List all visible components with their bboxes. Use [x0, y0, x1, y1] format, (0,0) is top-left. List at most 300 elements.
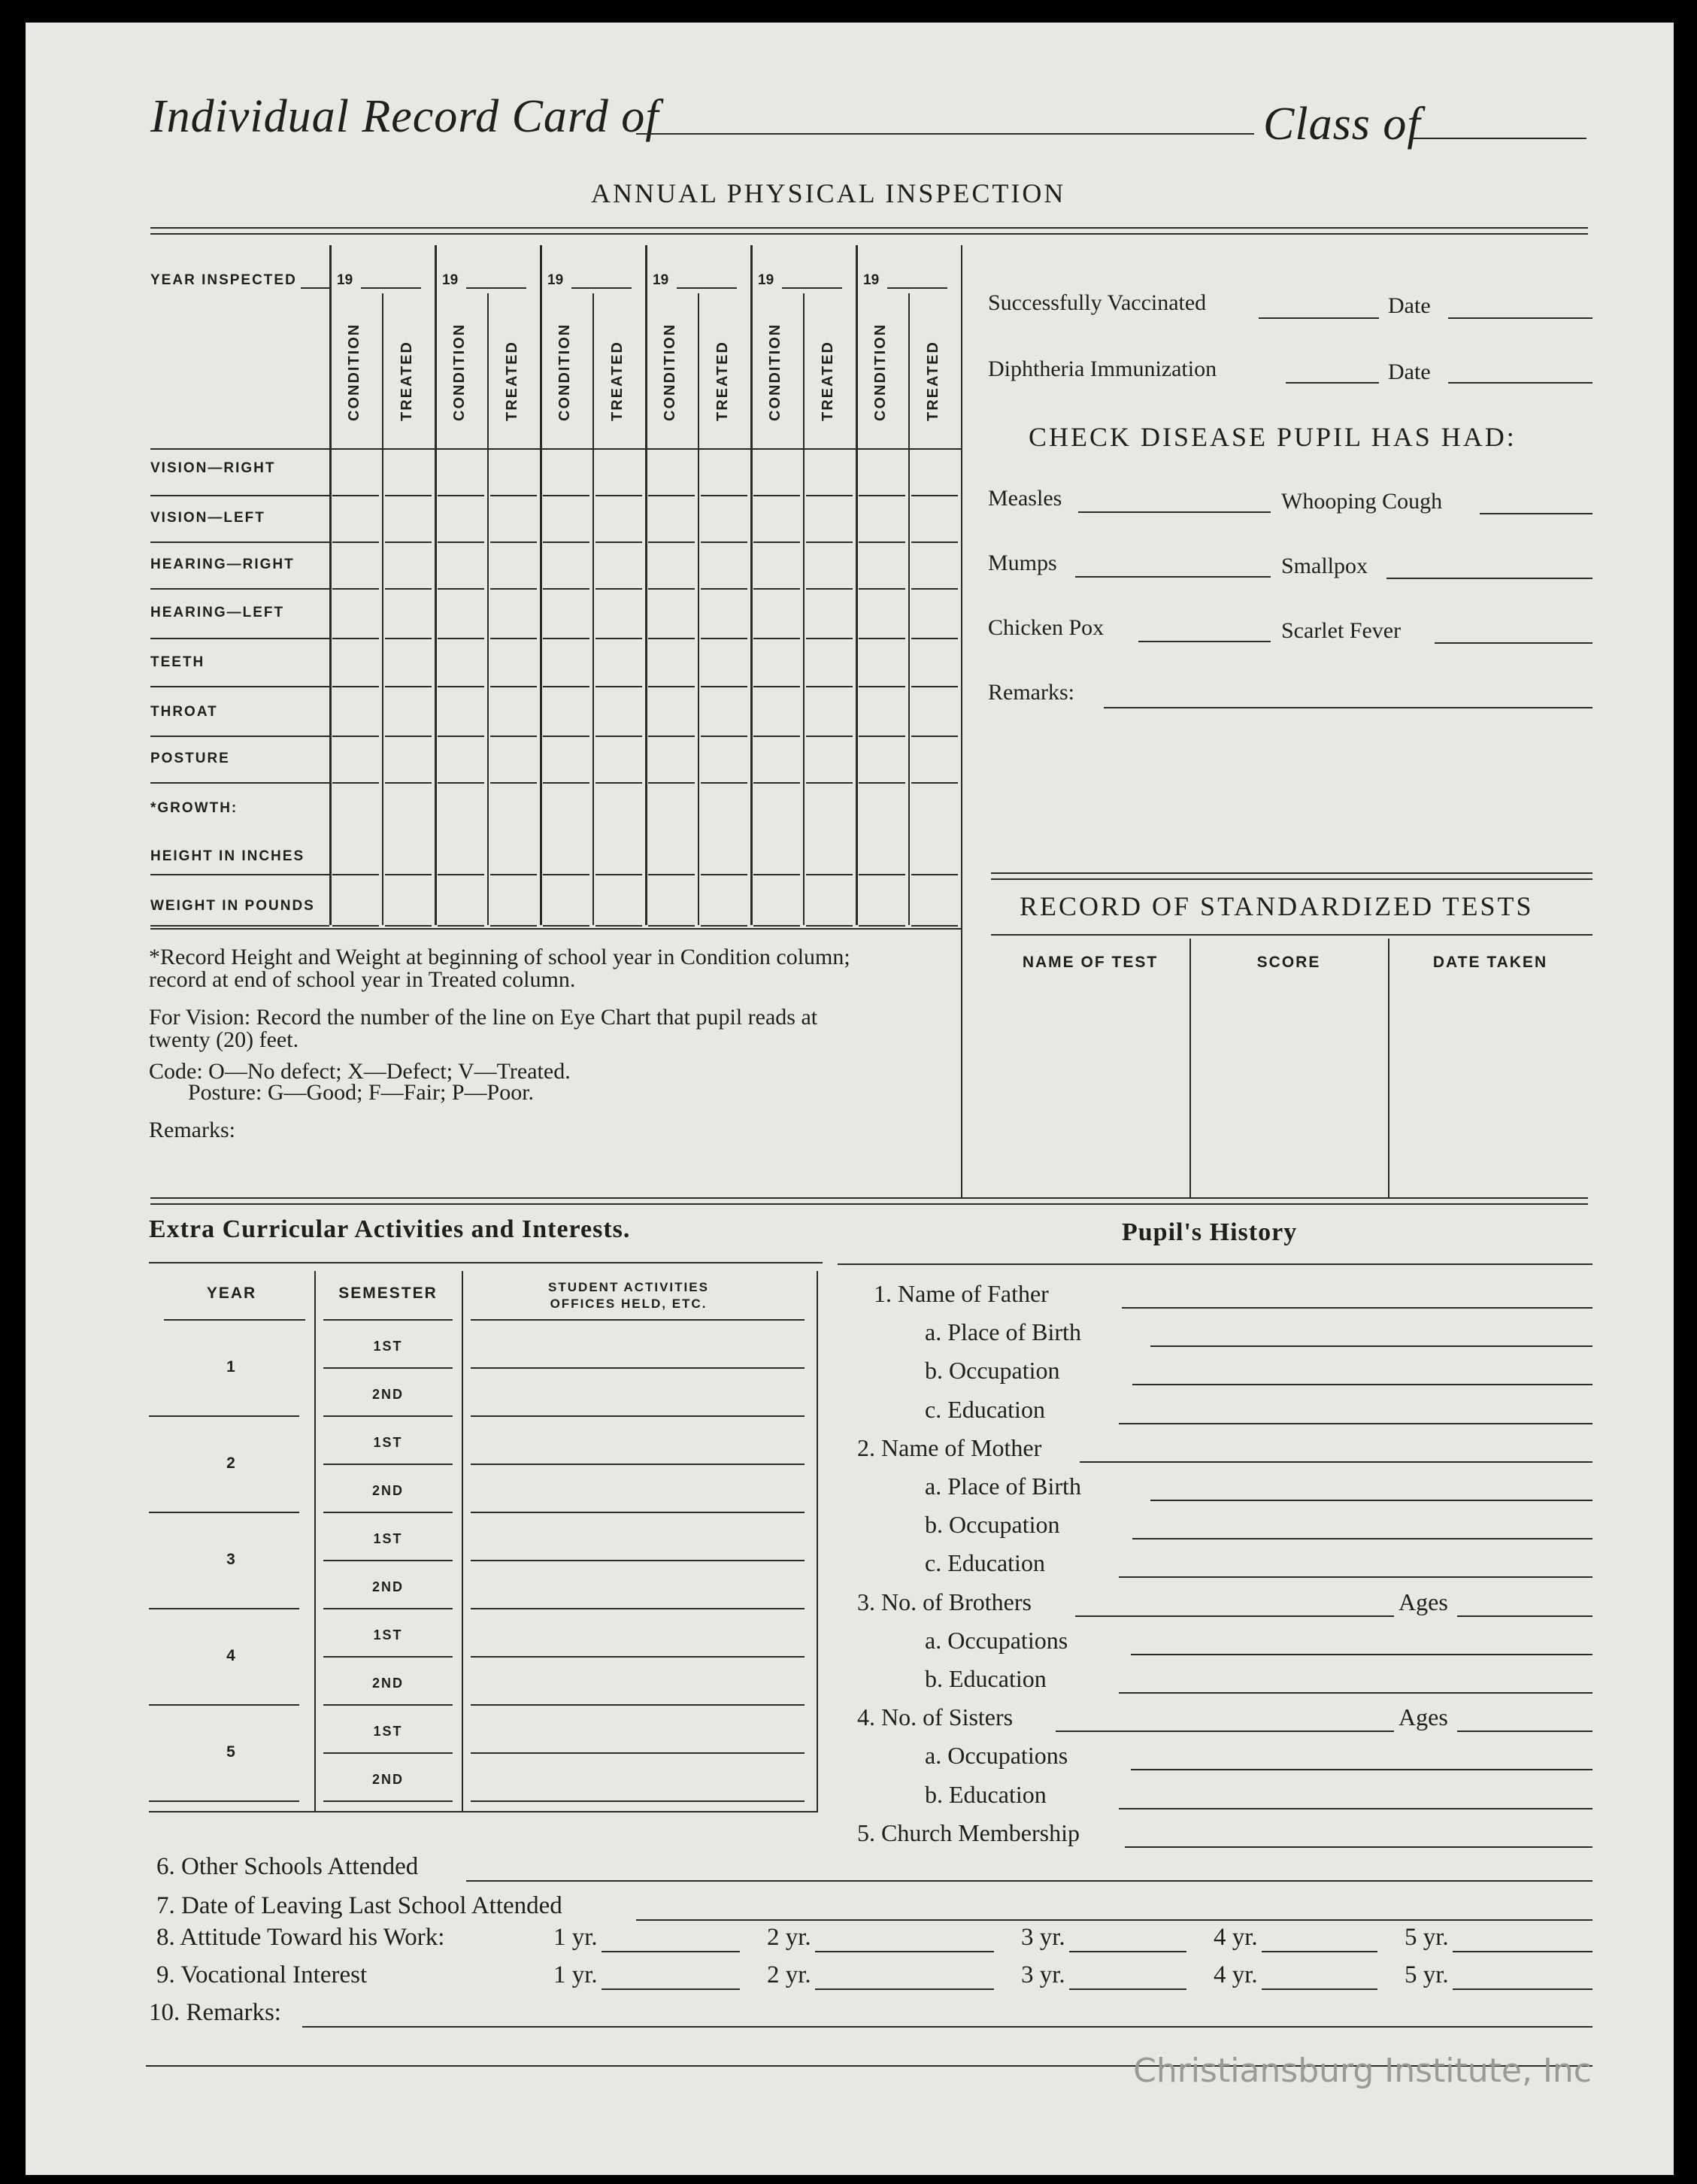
cell-6-10[interactable]	[859, 782, 905, 784]
cell-0-9[interactable]	[806, 495, 853, 496]
cell-1-7[interactable]	[701, 541, 747, 543]
year-prefix: 19	[337, 272, 353, 288]
row-label-hearing-left: HEARING—LEFT	[150, 605, 285, 620]
cell-6-7[interactable]	[701, 782, 747, 784]
history-item-5: 2. Name of Mother	[857, 1433, 1042, 1461]
cell-1-0[interactable]	[332, 541, 379, 543]
attitude-label: 8. Attitude Toward his Work:	[156, 1924, 445, 1951]
activities-bottom-rule	[149, 1811, 817, 1812]
row-label-height-in-inches: HEIGHT IN INCHES	[150, 848, 305, 864]
cell-1-6[interactable]	[648, 541, 695, 543]
card-title: Individual Record Card of	[150, 91, 659, 142]
history-blank-4[interactable]	[1119, 1423, 1592, 1424]
cell-2-4[interactable]	[543, 588, 589, 590]
section-title-annual: ANNUAL PHYSICAL INSPECTION	[591, 178, 1066, 208]
year-blank[interactable]	[361, 287, 421, 289]
cell-6-8[interactable]	[753, 782, 800, 784]
cell-2-6[interactable]	[648, 588, 695, 590]
year-blank-1[interactable]	[602, 1951, 740, 1952]
cell-9-7[interactable]	[701, 925, 747, 927]
cell-4-7[interactable]	[701, 686, 747, 687]
row-rule	[150, 925, 329, 927]
activities-semester-1-2: 2ND	[371, 1387, 404, 1402]
cell-1-5[interactable]	[595, 541, 642, 543]
activities-semester-5-2: 2ND	[371, 1772, 404, 1787]
cell-0-4[interactable]	[543, 495, 589, 496]
year-group-divider	[329, 245, 332, 925]
cell-6-2[interactable]	[438, 782, 484, 784]
row-rule	[150, 495, 329, 496]
header-bottom-rule	[150, 448, 961, 450]
diphtheria-label: Diphtheria Immunization	[988, 356, 1217, 381]
year-inspected-dots	[301, 287, 329, 289]
activities-col-year: YEAR	[206, 1285, 257, 1302]
cell-9-2[interactable]	[438, 925, 484, 927]
activities-year-rule	[149, 1512, 299, 1513]
date-leaving-label: 7. Date of Leaving Last School Attended	[156, 1892, 562, 1919]
cell-6-11[interactable]	[911, 782, 958, 784]
cell-0-8[interactable]	[753, 495, 800, 496]
year-blank-4[interactable]	[1262, 1988, 1377, 1990]
activities-semester-4-1: 1ST	[373, 1627, 403, 1643]
history-item-4: c. Education	[925, 1395, 1045, 1423]
cell-9-6[interactable]	[648, 925, 695, 927]
watermark: Christiansburg Institute, Inc	[1133, 2052, 1592, 2090]
activities-semester-2-2: 2ND	[371, 1483, 404, 1498]
history-blank-9[interactable]	[1075, 1615, 1394, 1617]
history-blank-14[interactable]	[1119, 1808, 1592, 1809]
cell-4-11[interactable]	[911, 686, 958, 687]
row-label-vision-right: VISION—RIGHT	[150, 460, 276, 476]
row-rule	[150, 782, 329, 784]
cell-6-3[interactable]	[490, 782, 537, 784]
treated-header: TREATED	[609, 341, 626, 421]
cell-4-4[interactable]	[543, 686, 589, 687]
history-blank-7[interactable]	[1132, 1538, 1592, 1539]
activities-semester-4-2: 2ND	[371, 1676, 404, 1691]
other-schools-label: 6. Other Schools Attended	[156, 1853, 419, 1880]
year-inspected-label: YEAR INSPECTED	[150, 272, 297, 288]
activities-semester-rule	[323, 1367, 453, 1369]
year-label-3: 3 yr.	[1021, 1924, 1065, 1951]
history-item-1: 1. Name of Father	[874, 1280, 1049, 1307]
cell-6-0[interactable]	[332, 782, 379, 784]
activities-year-1: 1	[226, 1358, 237, 1376]
tests-col-divider-2	[1388, 939, 1389, 1197]
cell-1-8[interactable]	[753, 541, 800, 543]
cell-6-5[interactable]	[595, 782, 642, 784]
disease-measles: Measles	[988, 486, 1062, 511]
cell-0-7[interactable]	[701, 495, 747, 496]
cell-3-0[interactable]	[332, 638, 379, 639]
condition-header: CONDITION	[556, 323, 573, 421]
year-group-divider	[435, 245, 437, 925]
scarlet-blank[interactable]	[1435, 642, 1592, 644]
cell-4-2[interactable]	[438, 686, 484, 687]
treated-header: TREATED	[504, 341, 520, 421]
activities-entry-3-1[interactable]	[471, 1560, 805, 1561]
activities-col-divider-2	[462, 1271, 463, 1812]
activities-semester-1-1: 1ST	[373, 1339, 403, 1354]
activities-entry-2-2[interactable]	[471, 1512, 805, 1513]
cell-9-5[interactable]	[595, 925, 642, 927]
history-blank-3[interactable]	[1132, 1384, 1592, 1385]
year-blank[interactable]	[677, 287, 737, 289]
year-prefix: 19	[758, 272, 774, 288]
condition-header: CONDITION	[451, 323, 468, 421]
cell-2-2[interactable]	[438, 588, 484, 590]
tests-title: RECORD OF STANDARDIZED TESTS	[1020, 891, 1534, 921]
cell-5-4[interactable]	[543, 736, 589, 737]
condition-header: CONDITION	[767, 323, 783, 421]
cell-1-2[interactable]	[438, 541, 484, 543]
history-blank-11[interactable]	[1119, 1692, 1592, 1694]
divider-mid	[150, 1197, 1588, 1199]
row-rule	[150, 638, 329, 639]
year-label-1: 1 yr.	[553, 1961, 598, 1988]
activities-entry-1-2[interactable]	[471, 1415, 805, 1417]
year-group-divider	[540, 245, 542, 925]
cell-8-0[interactable]	[332, 874, 379, 875]
cell-0-2[interactable]	[438, 495, 484, 496]
cell-8-6[interactable]	[648, 874, 695, 875]
row-label--growth-: *GROWTH:	[150, 800, 238, 816]
cell-9-9[interactable]	[806, 925, 853, 927]
cell-5-0[interactable]	[332, 736, 379, 737]
cell-4-1[interactable]	[385, 686, 432, 687]
year-blank-1[interactable]	[602, 1988, 740, 1990]
cell-1-9[interactable]	[806, 541, 853, 543]
history-item-6: a. Place of Birth	[925, 1473, 1081, 1500]
vision-note: For Vision: Record the number of the line on Eye Chart that pupil reads at	[149, 1005, 818, 1030]
row-rule	[150, 874, 329, 875]
activities-year-2: 2	[226, 1454, 237, 1472]
tests-rule-3	[991, 934, 1592, 936]
activities-semester-rule	[323, 1512, 453, 1513]
activities-col-offices: OFFICES HELD, ETC.	[550, 1297, 708, 1311]
disease-scarlet-fever: Scarlet Fever	[1281, 618, 1402, 643]
history-item-9: 3. No. of Brothers	[857, 1588, 1032, 1615]
year-blank[interactable]	[887, 287, 947, 289]
cell-1-4[interactable]	[543, 541, 589, 543]
year-prefix: 19	[442, 272, 459, 288]
cell-1-11[interactable]	[911, 541, 958, 543]
cell-0-11[interactable]	[911, 495, 958, 496]
cell-2-11[interactable]	[911, 588, 958, 590]
tests-col-divider-1	[1189, 939, 1191, 1197]
inspection-remarks: Remarks:	[149, 1118, 235, 1142]
history-blank-13[interactable]	[1131, 1769, 1592, 1770]
cell-3-1[interactable]	[385, 638, 432, 639]
year-label-1: 1 yr.	[553, 1924, 598, 1951]
cell-4-0[interactable]	[332, 686, 379, 687]
cell-2-7[interactable]	[701, 588, 747, 590]
activities-entry-1-1[interactable]	[471, 1367, 805, 1369]
cell-3-7[interactable]	[701, 638, 747, 639]
activities-semester-rule	[323, 1464, 453, 1465]
cell-6-6[interactable]	[648, 782, 695, 784]
cell-1-10[interactable]	[859, 541, 905, 543]
cell-2-9[interactable]	[806, 588, 853, 590]
cell-9-3[interactable]	[490, 925, 537, 927]
year-blank-4[interactable]	[1262, 1951, 1377, 1952]
cell-3-9[interactable]	[806, 638, 853, 639]
date-leaving-blank[interactable]	[636, 1919, 1592, 1921]
condition-treated-divider	[592, 293, 594, 925]
cell-3-8[interactable]	[753, 638, 800, 639]
cell-1-3[interactable]	[490, 541, 537, 543]
history-item-11: b. Education	[925, 1665, 1047, 1692]
cell-4-5[interactable]	[595, 686, 642, 687]
row-label-throat: THROAT	[150, 704, 218, 720]
cell-3-5[interactable]	[595, 638, 642, 639]
cell-5-1[interactable]	[385, 736, 432, 737]
year-blank-2[interactable]	[815, 1951, 994, 1952]
treated-header: TREATED	[714, 341, 731, 421]
treated-header: TREATED	[820, 341, 836, 421]
cell-5-11[interactable]	[911, 736, 958, 737]
whooping-blank[interactable]	[1480, 513, 1592, 514]
tests-rule-1	[991, 872, 1592, 874]
cell-8-2[interactable]	[438, 874, 484, 875]
row-label-teeth: TEETH	[150, 654, 205, 670]
history-blank-2[interactable]	[1150, 1345, 1592, 1347]
activities-semester-rule	[323, 1704, 453, 1706]
cell-0-1[interactable]	[385, 495, 432, 496]
year-blank-5[interactable]	[1453, 1951, 1592, 1952]
cell-6-1[interactable]	[385, 782, 432, 784]
year-blank-5[interactable]	[1453, 1988, 1592, 1990]
year-label-3: 3 yr.	[1021, 1961, 1065, 1988]
activities-semester-rule	[323, 1656, 453, 1658]
cell-3-11[interactable]	[911, 638, 958, 639]
condition-treated-divider	[803, 293, 805, 925]
activities-head-rule	[471, 1319, 805, 1321]
history-item-3: b. Occupation	[925, 1357, 1060, 1385]
cell-4-6[interactable]	[648, 686, 695, 687]
diphtheria-blank[interactable]	[1286, 382, 1379, 384]
cell-9-4[interactable]	[543, 925, 589, 927]
activities-entry-5-1[interactable]	[471, 1752, 805, 1754]
cell-3-4[interactable]	[543, 638, 589, 639]
history-item-13: a. Occupations	[925, 1742, 1068, 1770]
cell-5-5[interactable]	[595, 736, 642, 737]
cell-8-10[interactable]	[859, 874, 905, 875]
row-rule	[150, 736, 329, 737]
activities-rule	[149, 1262, 823, 1263]
name-blank[interactable]	[636, 133, 1254, 135]
cell-8-1[interactable]	[385, 874, 432, 875]
row-rule	[150, 588, 329, 590]
tests-col-score: SCORE	[1256, 954, 1321, 971]
growth-note-2: record at end of school year in Treated column.	[149, 967, 576, 992]
cell-1-1[interactable]	[385, 541, 432, 543]
cell-8-4[interactable]	[543, 874, 589, 875]
cell-8-11[interactable]	[911, 874, 958, 875]
cell-4-3[interactable]	[490, 686, 537, 687]
row-rule	[150, 541, 329, 543]
cell-5-6[interactable]	[648, 736, 695, 737]
cell-2-10[interactable]	[859, 588, 905, 590]
disease-chicken-pox: Chicken Pox	[988, 615, 1105, 640]
cell-5-7[interactable]	[701, 736, 747, 737]
vaccinated-label: Successfully Vaccinated	[988, 290, 1207, 315]
cell-5-8[interactable]	[753, 736, 800, 737]
year-label-4: 4 yr.	[1214, 1924, 1258, 1951]
year-prefix: 19	[863, 272, 880, 288]
history-item-12: 4. No. of Sisters	[857, 1703, 1014, 1731]
cell-5-9[interactable]	[806, 736, 853, 737]
cell-4-9[interactable]	[806, 686, 853, 687]
cell-5-3[interactable]	[490, 736, 537, 737]
cell-9-8[interactable]	[753, 925, 800, 927]
activities-entry-3-2[interactable]	[471, 1608, 805, 1609]
year-label-2: 2 yr.	[767, 1961, 811, 1988]
row-label-posture: POSTURE	[150, 751, 230, 766]
cell-0-0[interactable]	[332, 495, 379, 496]
vocational-label: 9. Vocational Interest	[156, 1961, 368, 1988]
chickenpox-blank[interactable]	[1138, 641, 1271, 642]
year-blank[interactable]	[466, 287, 526, 289]
history-ages-blank[interactable]	[1457, 1615, 1592, 1617]
health-remarks-blank[interactable]	[1104, 707, 1592, 708]
diphtheria-date-blank[interactable]	[1448, 382, 1592, 384]
year-group-divider	[645, 245, 647, 925]
activities-semester-rule	[323, 1752, 453, 1754]
history-item-14: b. Education	[925, 1780, 1047, 1808]
row-label-vision-left: VISION—LEFT	[150, 510, 265, 526]
cell-0-5[interactable]	[595, 495, 642, 496]
activities-entry-4-1[interactable]	[471, 1656, 805, 1658]
history-item-15: 5. Church Membership	[857, 1818, 1080, 1846]
growth-note: *Record Height and Weight at beginning of school year in Condition column;	[149, 945, 850, 969]
cell-4-10[interactable]	[859, 686, 905, 687]
disease-smallpox: Smallpox	[1281, 554, 1368, 578]
year-blank-3[interactable]	[1069, 1951, 1186, 1952]
vaccinated-date-blank[interactable]	[1448, 317, 1592, 319]
class-blank[interactable]	[1411, 138, 1586, 139]
measles-blank[interactable]	[1078, 511, 1271, 513]
history-blank-6[interactable]	[1150, 1500, 1592, 1501]
table-bottom-rule	[150, 928, 961, 930]
history-ages-label: Ages	[1399, 1588, 1448, 1615]
history-blank-10[interactable]	[1131, 1654, 1592, 1655]
cell-9-11[interactable]	[911, 925, 958, 927]
cell-8-3[interactable]	[490, 874, 537, 875]
activities-semester-3-1: 1ST	[373, 1531, 403, 1546]
activities-entry-5-2[interactable]	[471, 1800, 805, 1802]
activities-year-3: 3	[226, 1551, 237, 1568]
cell-8-8[interactable]	[753, 874, 800, 875]
cell-3-3[interactable]	[490, 638, 537, 639]
cell-2-0[interactable]	[332, 588, 379, 590]
cell-5-2[interactable]	[438, 736, 484, 737]
activities-semester-2-1: 1ST	[373, 1435, 403, 1450]
history-ages-blank[interactable]	[1457, 1731, 1592, 1732]
disease-whooping-cough: Whooping Cough	[1281, 489, 1443, 514]
cell-9-0[interactable]	[332, 925, 379, 927]
history-item-10: a. Occupations	[925, 1626, 1068, 1654]
vaccinated-blank[interactable]	[1259, 317, 1379, 319]
cell-2-3[interactable]	[490, 588, 537, 590]
cell-2-5[interactable]	[595, 588, 642, 590]
cell-0-3[interactable]	[490, 495, 537, 496]
posture-line: Posture: G—Good; F—Fair; P—Poor.	[188, 1080, 535, 1105]
cell-4-8[interactable]	[753, 686, 800, 687]
bottom-remarks-label: 10. Remarks:	[149, 1999, 281, 2026]
diphtheria-date-label: Date	[1388, 359, 1431, 384]
check-disease-title: CHECK DISEASE PUPIL HAS HAD:	[1029, 422, 1517, 452]
activities-entry-2-1[interactable]	[471, 1464, 805, 1465]
center-divider	[961, 245, 962, 1197]
mumps-blank[interactable]	[1075, 576, 1271, 578]
history-blank-15[interactable]	[1125, 1846, 1592, 1848]
cell-6-4[interactable]	[543, 782, 589, 784]
history-blank-5[interactable]	[1080, 1461, 1592, 1463]
cell-8-9[interactable]	[806, 874, 853, 875]
cell-3-10[interactable]	[859, 638, 905, 639]
year-label-5: 5 yr.	[1405, 1961, 1449, 1988]
year-prefix: 19	[547, 272, 564, 288]
row-label-hearing-right: HEARING—RIGHT	[150, 557, 295, 572]
history-title: Pupil's History	[1122, 1218, 1298, 1246]
history-blank-12[interactable]	[1056, 1731, 1394, 1732]
tests-col-date: DATE TAKEN	[1432, 954, 1548, 971]
activities-head-rule	[323, 1319, 453, 1321]
vision-note-2: twenty (20) feet.	[149, 1027, 299, 1052]
class-label: Class of	[1263, 99, 1421, 150]
activities-right-border	[817, 1271, 818, 1812]
history-item-7: b. Occupation	[925, 1511, 1060, 1539]
year-label-4: 4 yr.	[1214, 1961, 1258, 1988]
history-blank-8[interactable]	[1119, 1576, 1592, 1578]
cell-3-6[interactable]	[648, 638, 695, 639]
cell-8-7[interactable]	[701, 874, 747, 875]
cell-3-2[interactable]	[438, 638, 484, 639]
activities-year-5: 5	[226, 1743, 237, 1761]
cell-2-1[interactable]	[385, 588, 432, 590]
history-blank-1[interactable]	[1122, 1307, 1592, 1309]
cell-9-10[interactable]	[859, 925, 905, 927]
activities-entry-4-2[interactable]	[471, 1704, 805, 1706]
cell-0-6[interactable]	[648, 495, 695, 496]
activities-semester-rule	[323, 1560, 453, 1561]
history-item-2: a. Place of Birth	[925, 1318, 1081, 1346]
year-blank-2[interactable]	[815, 1988, 994, 1990]
activities-semester-rule	[323, 1608, 453, 1609]
cell-5-10[interactable]	[859, 736, 905, 737]
smallpox-blank[interactable]	[1386, 578, 1592, 579]
cell-2-8[interactable]	[753, 588, 800, 590]
year-group-divider	[856, 245, 858, 925]
activities-head-rule	[164, 1319, 305, 1321]
other-schools-blank[interactable]	[466, 1880, 1592, 1882]
cell-0-10[interactable]	[859, 495, 905, 496]
year-blank-3[interactable]	[1069, 1988, 1186, 1990]
bottom-remarks-blank[interactable]	[302, 2026, 1592, 2028]
cell-6-9[interactable]	[806, 782, 853, 784]
year-blank[interactable]	[782, 287, 842, 289]
activities-semester-rule	[323, 1800, 453, 1802]
row-label-weight-in-pounds: WEIGHT IN POUNDS	[150, 898, 315, 914]
history-ages-label: Ages	[1399, 1703, 1448, 1731]
tests-col-name: NAME OF TEST	[1022, 954, 1159, 971]
cell-9-1[interactable]	[385, 925, 432, 927]
health-remarks: Remarks:	[988, 680, 1074, 705]
treated-header: TREATED	[925, 341, 941, 421]
year-blank[interactable]	[571, 287, 632, 289]
cell-8-5[interactable]	[595, 874, 642, 875]
